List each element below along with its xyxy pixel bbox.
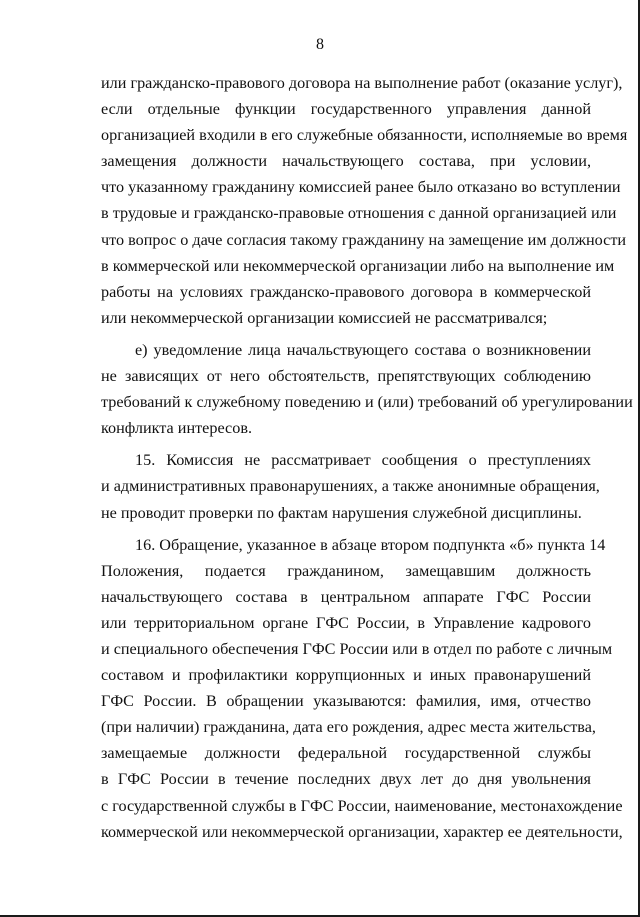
text-line: не зависящих от него обстоятельств, препятствующих соблюдению <box>101 367 591 386</box>
text-line: и административных правонарушениях, а также анонимные обращения, <box>101 477 600 496</box>
text-line: организацией входили в его служебные обязанности, исполняемые во время <box>101 126 628 145</box>
paragraph <box>101 532 623 845</box>
text-line: (при наличии) гражданина, дата его рождения, адрес места жительства, <box>101 718 596 737</box>
text-line: конфликта интересов. <box>101 419 253 438</box>
paragraph <box>101 337 633 441</box>
text-line: и специального обеспечения ГФС России или в отдел по работе с личным <box>101 639 613 658</box>
text-line: или гражданско-правового договора на выполнение работ (оказание услуг), <box>101 74 623 92</box>
text-line: замещаемые должности федеральной государственной службы <box>101 744 591 763</box>
text-line: требований к служебному поведению и (или) требований об урегулировании <box>101 393 633 412</box>
text-line: или территориальном органе ГФС России, в Управление кадрового <box>101 613 591 632</box>
text-line: или некоммерческой организации комиссией не рассматривался; <box>101 308 548 327</box>
text-line: коммерческой или некоммерческой организации, характер ее деятельности, <box>101 822 623 841</box>
text-line: с государственной службы в ГФС России, наименование, местонахождение <box>101 796 623 815</box>
text-line: что указанному гражданину комиссией ранее было отказано во вступлении <box>101 178 621 197</box>
text-line: 16. Обращение, указанное в абзаце втором подпункта «б» пункта 14 <box>135 535 606 554</box>
text-line: составом и профилактики коррупционных и иных правонарушений <box>101 666 591 685</box>
page-number: 8 <box>316 36 324 53</box>
text-line: если отдельные функции государственного управления данной <box>101 100 591 119</box>
text-line: начальствующего состава в центральном аппарате ГФС России <box>101 587 591 606</box>
text-line: замещения должности начальствующего состава, при условии, <box>101 152 591 171</box>
paragraph <box>101 70 628 331</box>
text-line: Положения, подается гражданином, замещавшим должность <box>101 561 591 580</box>
text-line: работы на условиях гражданско-правового договора в коммерческой <box>101 282 591 301</box>
text-line: что вопрос о даче согласия такому гражданину на замещение им должности <box>101 230 627 249</box>
paragraph <box>101 447 600 525</box>
text-line: в коммерческой или некоммерческой организации либо на выполнение им <box>101 256 615 275</box>
text-line: е) уведомление лица начальствующего состава о возникновении <box>135 340 591 359</box>
text-line: ГФС России. В обращении указываются: фамилия, имя, отчество <box>101 692 591 711</box>
text-line: 15. Комиссия не рассматривает сообщения о преступлениях <box>135 451 591 470</box>
text-line: в трудовые и гражданско-правовые отношения с данной организацией или <box>101 204 617 223</box>
text-line: в ГФС России в течение последних двух лет до дня увольнения <box>101 770 591 789</box>
document-body <box>101 70 633 845</box>
text-line: не проводит проверки по фактам нарушения служебной дисциплины. <box>101 503 582 522</box>
